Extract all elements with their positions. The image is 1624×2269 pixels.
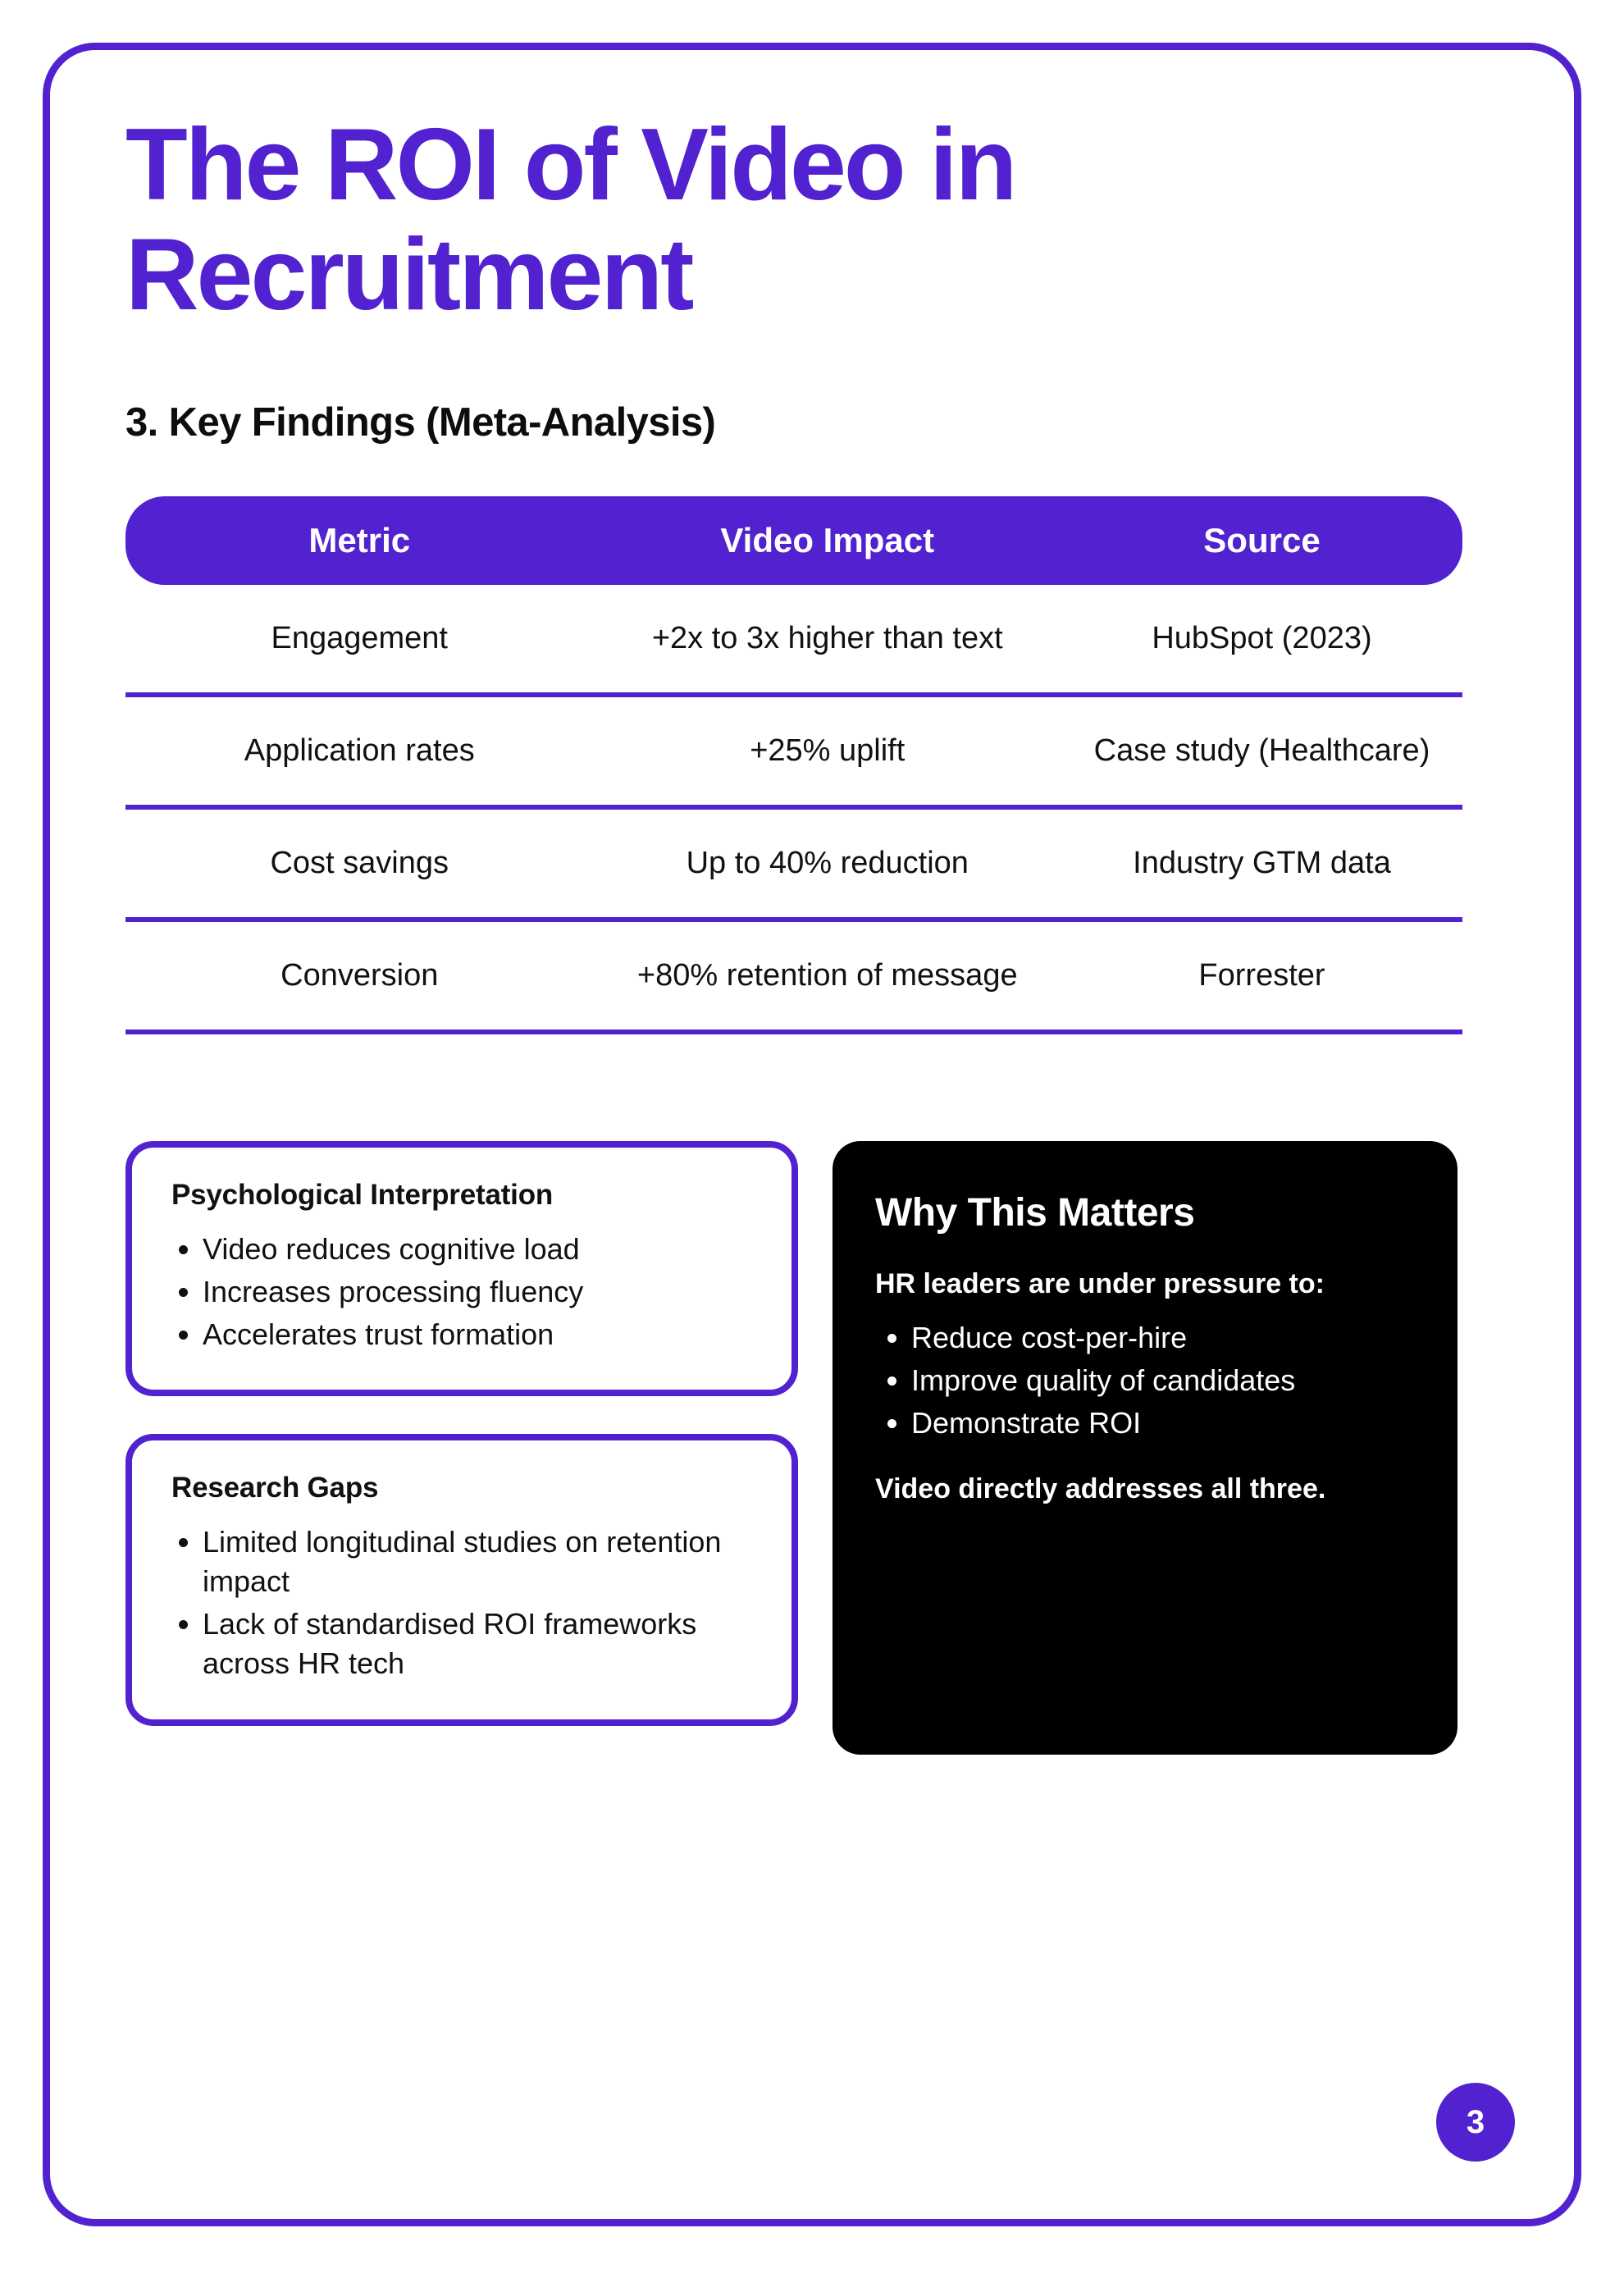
page-number-badge: 3: [1436, 2083, 1515, 2162]
section-heading: 3. Key Findings (Meta-Analysis): [125, 399, 716, 445]
slide-card: [43, 43, 1581, 2226]
page-title: The ROI of Video in Recruitment: [125, 108, 1015, 331]
table-row: [125, 810, 1462, 922]
table-column-header-source: Source: [1203, 520, 1321, 559]
research-gaps-box: [125, 1434, 798, 1726]
list-item: • Accelerates trust formation: [203, 1315, 759, 1354]
key-findings-table: [125, 496, 1462, 1034]
table-cell-metric: Application rates: [244, 733, 475, 768]
table-column-header-video-impact: Video Impact: [720, 520, 935, 559]
psychological-interpretation-list: [165, 1230, 759, 1354]
table-cell-metric: Conversion: [281, 957, 439, 993]
table-row: [125, 922, 1462, 1034]
table-cell-source: Industry GTM data: [1133, 845, 1391, 880]
table-cell-video-impact: Up to 40% reduction: [686, 845, 969, 880]
research-gaps-list: [165, 1523, 759, 1683]
table-cell-source: HubSpot (2023): [1152, 620, 1372, 655]
table-cell-video-impact: +2x to 3x higher than text: [651, 620, 1003, 655]
left-boxes-column: [125, 1141, 798, 1726]
list-item: • Video reduces cognitive load: [203, 1230, 759, 1269]
list-item: • Limited longitudinal studies on retention impact: [203, 1523, 759, 1601]
psychological-interpretation-title: Psychological Interpretation: [171, 1178, 554, 1211]
table-cell-video-impact: +25% uplift: [750, 733, 906, 768]
table-header-row: [125, 496, 1462, 585]
table-cell-video-impact: +80% retention of message: [636, 957, 1018, 993]
why-this-matters-lead: HR leaders are under pressure to:: [875, 1267, 1325, 1299]
list-item: • Demonstrate ROI: [911, 1404, 1415, 1443]
why-this-matters-box: [833, 1141, 1457, 1755]
table-cell-metric: Engagement: [271, 620, 448, 655]
why-this-matters-list: [875, 1318, 1415, 1444]
table-cell-source: Case study (Healthcare): [1093, 733, 1430, 768]
insight-boxes: [125, 1141, 1499, 1755]
why-this-matters-title: Why This Matters: [875, 1190, 1195, 1235]
table-row: [125, 697, 1462, 810]
table-cell-metric: Cost savings: [270, 845, 449, 880]
psychological-interpretation-box: [125, 1141, 798, 1397]
list-item: • Increases processing fluency: [203, 1272, 759, 1312]
table-column-header-metric: Metric: [308, 520, 411, 559]
table-row: [125, 585, 1462, 697]
list-item: • Improve quality of candidates: [911, 1361, 1415, 1400]
list-item: • Reduce cost-per-hire: [911, 1318, 1415, 1358]
why-this-matters-closing: Video directly addresses all three.: [875, 1472, 1326, 1504]
table-cell-source: Forrester: [1198, 957, 1325, 993]
list-item: • Lack of standardised ROI frameworks across HR tech: [203, 1605, 759, 1683]
research-gaps-title: Research Gaps: [171, 1472, 379, 1504]
